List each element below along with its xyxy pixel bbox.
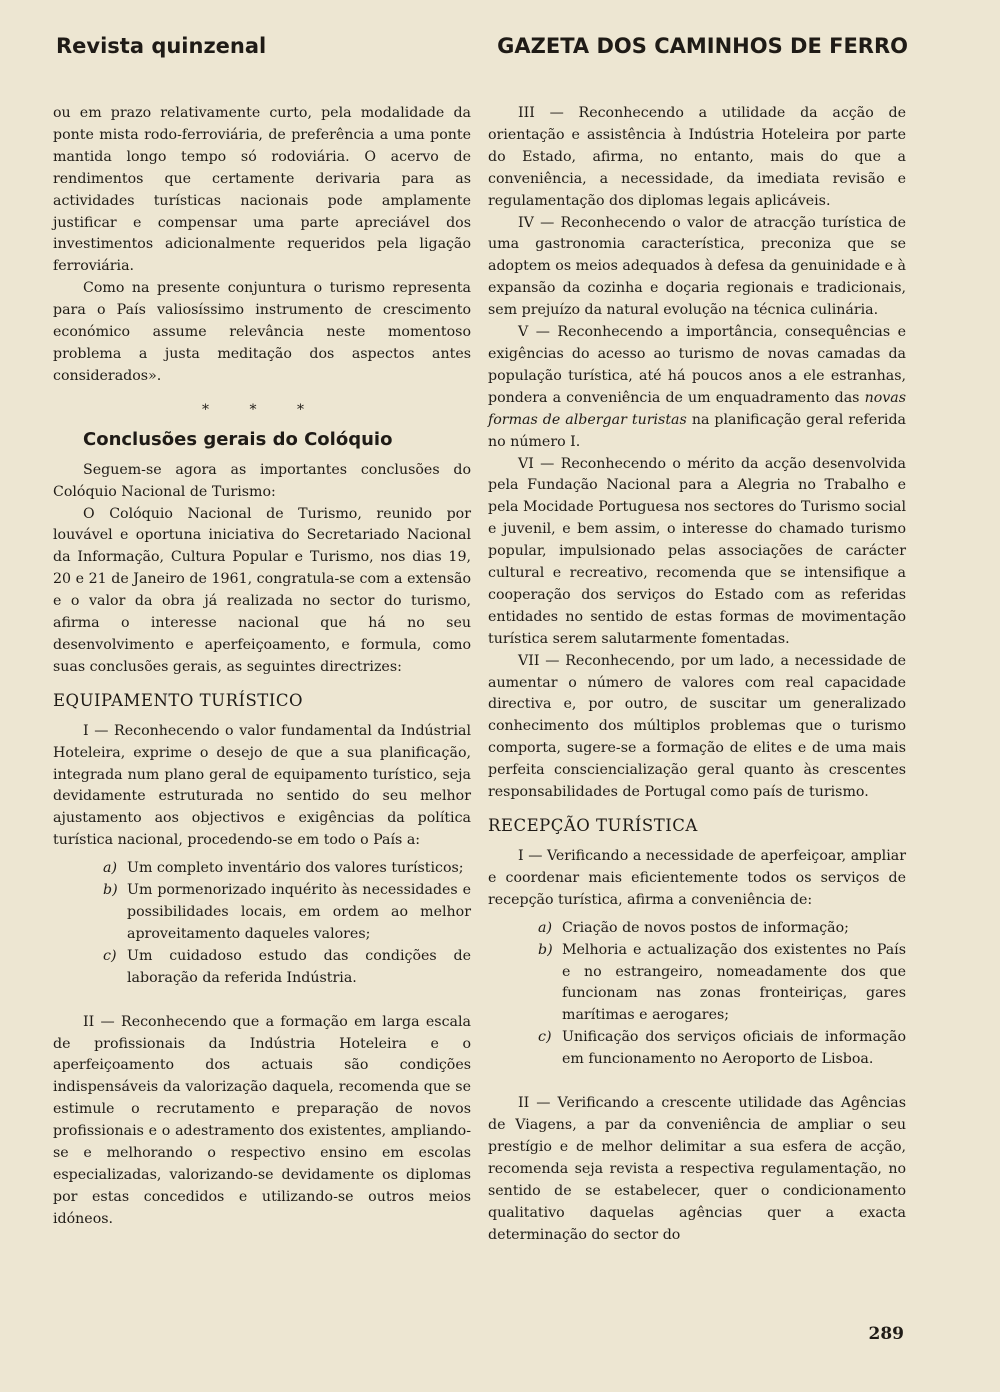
- header-left: Revista quinzenal: [56, 34, 267, 58]
- emphasis-text: novas formas de albergar turistas: [488, 389, 907, 428]
- list-marker: a): [538, 919, 552, 936]
- paragraph: O Colóquio Nacional de Turismo, reunido por louvável e oportuna iniciativa do Secretariado Nacional da Informação, Cultura Popular e Turismo, nos dias 19, 20 e 21 de Janeiro de 1961, congratula-se com a extensão e o valor da obra já realizada no sector do turismo, afirma o interesse nacional que há no seu desenvolvimento e aperfeiçoamento, e formula, como suas conclusões gerais, as seguintes directrizes:: [53, 505, 471, 675]
- paragraph: Seguem-se agora as importantes conclusões do Colóquio Nacional de Turismo:: [53, 461, 471, 500]
- list-item: [488, 1027, 906, 1071]
- list: [488, 918, 906, 1071]
- list-item-text: Um cuidadoso estudo das condições de laboração da referida Indústria.: [127, 947, 471, 986]
- page-number: 289: [868, 1324, 904, 1344]
- list-item-text: Criação de novos postos de informação;: [562, 919, 849, 936]
- list-marker: c): [103, 947, 117, 964]
- left-column: [53, 103, 471, 1231]
- paragraph: IV — Reconhecendo o valor de atracção turística de uma gastronomia característica, preconiza que se adoptem os meios adequados à defesa da genuinidade e à expansão da cozinha e doçaria regionais e tradicionais, sem prejuízo da natural evolução na técnica culinária.: [488, 214, 906, 319]
- paragraph: II — Reconhecendo que a formação em larga escala de profissionais da Indústria Hoteleira e o aperfeiçoamento dos actuais são condições indispensáveis da valorização daquela, recomenda que se estimule o recrutamento e preparação de novos profissionais e o adestramento dos existentes, ampliando-se e melhorando o respectivo ensino em escolas especializadas, valorizando-se devidamente os diplomas por estas concedidos e utilizando-se outros meios idóneos.: [53, 1013, 471, 1227]
- list-item-text: Melhoria e actualização dos existentes no País e no estrangeiro, nomeadamente dos que funcionam nas zonas fronteiriças, gares marítimas e aerogares;: [562, 941, 906, 1024]
- paragraph-text: na planificação geral referida no número I.: [488, 411, 906, 450]
- list-item-text: Um pormenorizado inquérito às necessidades e possibilidades locais, em ordem ao melhor aproveitamento daqueles valores;: [127, 882, 471, 942]
- running-header: [56, 34, 908, 64]
- list-marker: c): [538, 1029, 552, 1046]
- paragraph: I — Verificando a necessidade de aperfeiçoar, ampliar e coordenar mais eficientemente todos os serviços de recepção turística, afirma a conveniência de:: [488, 848, 906, 908]
- list-item: [488, 940, 906, 1028]
- subheading: RECEPÇÃO TURÍSTICA: [488, 816, 698, 835]
- right-column: [488, 103, 906, 1246]
- list-item-text: Unificação dos serviços oficiais de informação em funcionamento no Aeroporto de Lisboa.: [562, 1029, 906, 1068]
- list-item: [53, 946, 471, 990]
- list-item: [53, 880, 471, 946]
- list-item: [53, 858, 471, 880]
- paragraph: I — Reconhecendo o valor fundamental da Indústrial Hoteleira, exprime o desejo de que a sua planificação, integrada num plano geral de equipamento turístico, seja devidamente estruturada no sentido do seu melhor ajustamento aos objectivos e exigências da política turística nacional, procedendo-se em todo o País a:: [53, 722, 471, 849]
- list-marker: a): [103, 860, 117, 877]
- list-marker: b): [538, 941, 553, 958]
- paragraph: ou em prazo relativamente curto, pela modalidade da ponte mista rodo-ferroviária, de preferência a uma ponte mantida longo tempo só rodoviária. O acervo de rendimentos que certamente derivaria para as actividades turísticas nacionais pode amplamente justificar e compensar uma parte apreciável dos investimentos adicionalmente requeridos pela ligação ferroviária.: [53, 105, 471, 275]
- paragraph: VII — Reconhecendo, por um lado, a necessidade de aumentar o número de valores com real capacidade directiva e, por outro, de suscitar um generalizado conhecimento dos múltiplos problemas que o turismo comporta, sugere-se a formação de elites e de uma mais perfeita consciencialização geral quanto às crescentes responsabilidades de Portugal como país de turismo.: [488, 652, 906, 801]
- paragraph: II — Verificando a crescente utilidade das Agências de Viagens, a par da conveniência de ampliar o seu prestígio e de melhor delimitar a sua esfera de acção, recomenda seja revista a respectiva regulamentação, no sentido de se estabelecer, quer o condicionamento qualitativo daquelas agências quer a exacta determinação do sector do: [488, 1095, 906, 1243]
- header-right: GAZETA DOS CAMINHOS DE FERRO: [497, 34, 908, 58]
- section-title: Conclusões gerais do Colóquio: [83, 428, 393, 450]
- list-marker: b): [103, 882, 118, 899]
- paragraph: VI — Reconhecendo o mérito da acção desenvolvida pela Fundação Nacional para a Alegria no Trabalho e pela Mocidade Portuguesa nos sectores do Turismo social e juvenil, e bem assim, o interesse do chamado turismo popular, impulsionado pelas associações de carácter cultural e recreativo, recomenda que se intensifique a cooperação dos serviços do Estado com as referidas entidades no sentido de estas formas de movimentação turística serem salutarmente fomentadas.: [488, 455, 906, 647]
- paragraph: Como na presente conjuntura o turismo representa para o País valiosíssimo instrumento de crescimento económico assume relevância neste momentoso problema a justa meditação dos aspectos antes considerados».: [53, 280, 471, 384]
- section-separator: * * *: [202, 401, 322, 418]
- subheading: EQUIPAMENTO TURÍSTICO: [53, 690, 303, 710]
- paragraph-text: V — Reconhecendo a importância, consequências e exigências do acesso ao turismo de novas camadas da população turística, até há poucos anos a ele estranhas, pondera a conveniência de um enquadramento das: [488, 324, 906, 406]
- paragraph: [488, 322, 906, 453]
- list: [53, 858, 471, 989]
- paragraph: III — Reconhecendo a utilidade da acção de orientação e assistência à Indústria Hoteleira por parte do Estado, afirma, no entanto, mais do que a conveniência, a necessidade, da imediata revisão e regulamentação dos diplomas legais aplicáveis.: [488, 105, 906, 209]
- list-item-text: Um completo inventário dos valores turísticos;: [127, 860, 464, 877]
- list-item: [488, 918, 906, 940]
